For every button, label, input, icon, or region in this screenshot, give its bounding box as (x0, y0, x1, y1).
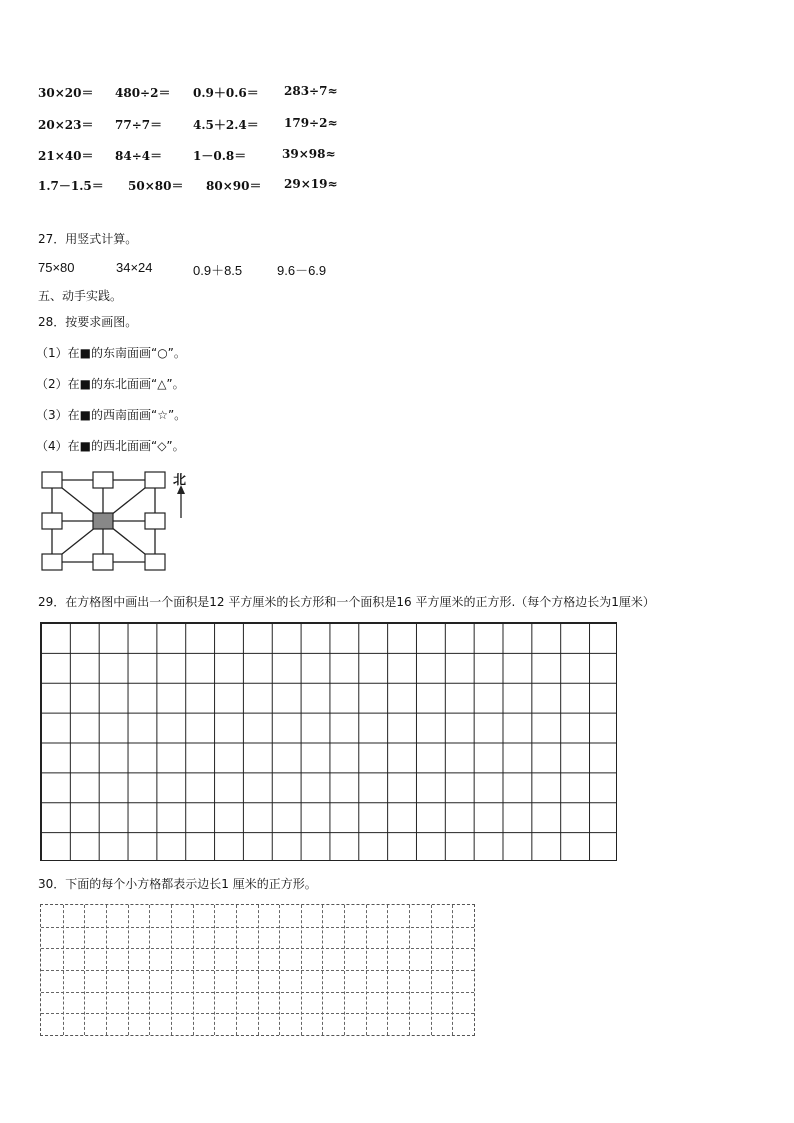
empty-box (42, 554, 62, 570)
oral-item: 179÷2≈ (284, 116, 338, 130)
oral-item: 80×90＝ (206, 179, 262, 193)
grid-line (41, 970, 474, 971)
section-heading: 五、动手实践。 (38, 289, 123, 303)
empty-box (93, 472, 113, 488)
vertical-calc-item: 34×24 (116, 260, 153, 275)
empty-box (42, 513, 62, 529)
grid-line (41, 992, 474, 993)
vertical-calc-item: 0.9＋8.5 (193, 263, 243, 278)
grid-line (41, 948, 474, 949)
empty-box (145, 472, 165, 488)
square-grid-29[interactable] (40, 622, 617, 861)
oral-item: 20×23＝ (38, 118, 94, 132)
question-28-title: 28．按要求画图。 (38, 315, 138, 329)
grid-line (41, 927, 474, 928)
north-label: 北 (173, 473, 187, 488)
oral-item: 480÷2＝ (115, 86, 171, 100)
oral-item: 0.9＋0.6＝ (193, 86, 259, 100)
oral-item: 1.7－1.5＝ (38, 179, 104, 193)
oral-item: 4.5＋2.4＝ (193, 118, 259, 132)
question-28-item: （1）在■的东南面画“○”。 (36, 346, 186, 360)
oral-item: 39×98≈ (282, 147, 336, 161)
question-30-title: 30．下面的每个小方格都表示边长1 厘米的正方形。 (38, 877, 317, 891)
oral-item: 84÷4＝ (115, 149, 163, 163)
north-arrow-icon (177, 485, 185, 518)
empty-box (42, 472, 62, 488)
empty-box (145, 513, 165, 529)
empty-box (145, 554, 165, 570)
question-29-title: 29．在方格图中画出一个面积是12 平方厘米的长方形和一个面积是16 平方厘米的正方形.（每个方格边长为1厘米） (38, 595, 655, 609)
oral-item: 21×40＝ (38, 149, 94, 163)
question-27-title: 27．用竖式计算。 (38, 232, 138, 246)
dotted-grid-30[interactable] (40, 904, 475, 1036)
oral-item: 1－0.8＝ (193, 149, 247, 163)
center-shaded-box (93, 513, 113, 529)
oral-item: 29×19≈ (284, 177, 338, 191)
oral-item: 30×20＝ (38, 86, 94, 100)
grid-line (41, 1013, 474, 1014)
question-28-item: （3）在■的西南面画“☆”。 (36, 408, 187, 422)
question-28-item: （2）在■的东北面画“△”。 (36, 377, 185, 391)
oral-item: 283÷7≈ (284, 84, 338, 98)
vertical-calc-item: 9.6－6.9 (277, 263, 327, 278)
question-28-item: （4）在■的西北面画“◇”。 (36, 439, 185, 453)
vertical-calc-item: 75×80 (38, 260, 75, 275)
oral-item: 50×80＝ (128, 179, 184, 193)
empty-box (93, 554, 113, 570)
oral-item: 77÷7＝ (115, 118, 163, 132)
